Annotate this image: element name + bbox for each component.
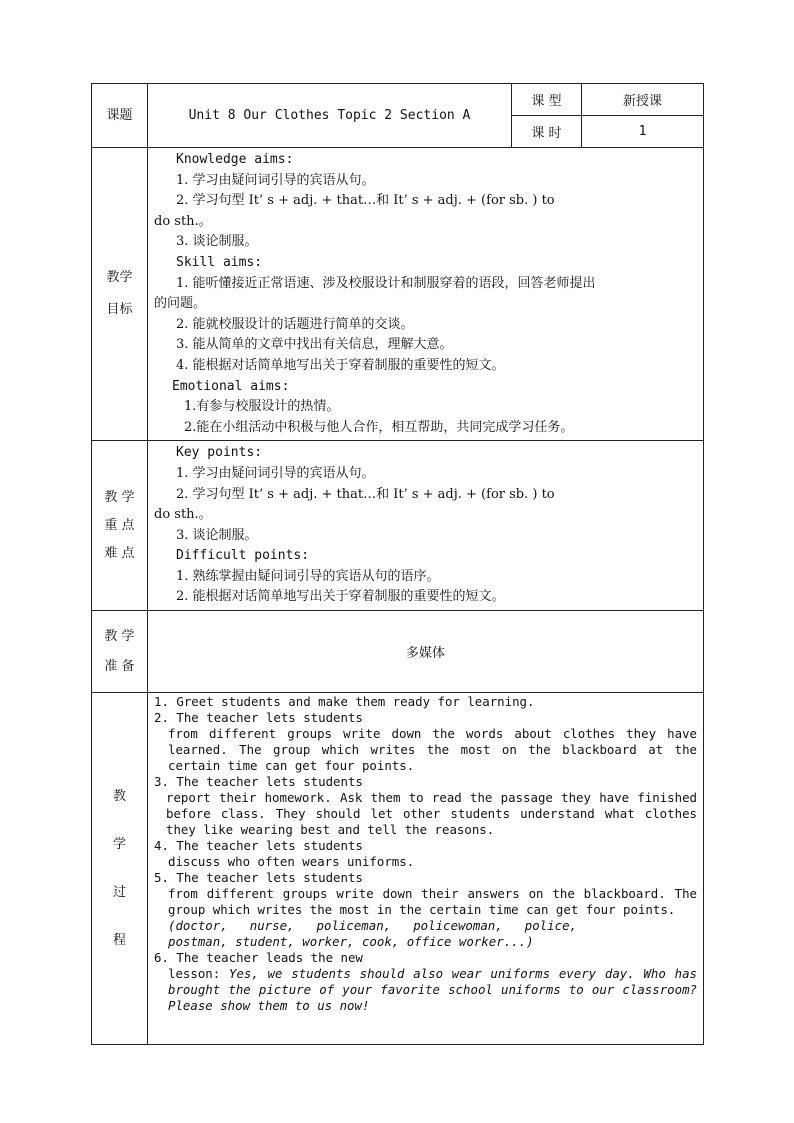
key-points-heading: Difficult points:: [176, 548, 310, 564]
key-points-heading: Key points:: [176, 445, 263, 461]
objectives-line: 2.能在小组活动中积极与他人合作，相互帮助，共同完成学习任务。: [184, 419, 574, 435]
process-label-line: 学: [112, 836, 126, 852]
key-points-line: 1. 学习由疑问词引导的宾语从句。: [176, 465, 375, 481]
objectives-heading: Skill aims:: [176, 254, 263, 270]
key-points-line: 3. 谈论制服。: [176, 527, 258, 543]
process-step: 6. The teacher leads the new: [154, 950, 363, 966]
key-points-line: 1. 熟练掌握由疑问词引导的宾语从句的语序。: [176, 568, 440, 584]
topic-value: Unit 8 Our Clothes Topic 2 Section A: [148, 84, 512, 148]
process-content: [148, 693, 704, 1045]
objectives-heading: Knowledge aims:: [176, 152, 294, 167]
process-step: 3. The teacher lets students: [154, 774, 363, 790]
objectives-line: 3. 谈论制服。: [176, 234, 258, 250]
key-points-label: [92, 441, 148, 611]
period-value: 1: [582, 116, 704, 148]
process-label-line: 过: [112, 884, 126, 900]
objectives-line: 的问题。: [154, 296, 207, 312]
process-label: [92, 693, 148, 1045]
process-step-body: lesson: Yes, we students should also wear uniforms every day. Who has brought the picture of your favorite school uniforms to our classroom? Please show them to us now!: [168, 966, 697, 1014]
process-step-body: discuss who often wears uniforms.: [168, 854, 415, 870]
process-step-body: from different groups write down their answers on the blackboard. The group which writes the most in the certain time can get four points.: [168, 886, 697, 918]
key-points-label-line: 难 点: [104, 545, 135, 561]
key-points-label-line: 教 学: [104, 489, 135, 505]
process-step: 2. The teacher lets students: [154, 710, 363, 726]
objectives-line: 1.有参与校服设计的热情。: [184, 399, 340, 415]
process-step: 4. The teacher lets students: [154, 838, 363, 854]
objectives-line: 2. 学习句型 It’ s + adj. + that…和 It’ s + adj. + (for sb. ) to: [176, 193, 555, 209]
preparation-label-line: 教 学: [104, 628, 135, 644]
process-step: 5. The teacher lets students: [154, 870, 363, 886]
key-points-line: 2. 能根据对话简单地写出关于穿着制服的重要性的短文。: [176, 589, 505, 605]
objectives-content: [148, 148, 704, 441]
key-points-line: 2. 学习句型 It’ s + adj. + that…和 It’ s + adj. + (for sb. ) to: [176, 486, 555, 502]
lesson-plan-table: [91, 83, 704, 1045]
key-points-content: [148, 441, 704, 611]
process-step-body: report their homework. Ask them to read the passage they have finished before class. They should let other students understand what clothes they like wearing best and tell the reasons.: [166, 790, 697, 838]
objectives-label-line: 目标: [106, 302, 133, 318]
lesson-plan-page: [91, 83, 703, 1045]
objectives-line: 3. 能从简单的文章中找出有关信息，理解大意。: [176, 337, 453, 353]
process-label-line: 教: [112, 788, 126, 804]
preparation-label: [92, 611, 148, 693]
preparation-label-line: 准 备: [104, 658, 135, 674]
objectives-line: 4. 能根据对话简单地写出关于穿着制服的重要性的短文。: [176, 357, 505, 373]
objectives-line: 2. 能就校服设计的话题进行简单的交谈。: [176, 316, 414, 332]
lesson-quote: Yes, we students should also wear uniforms every day. Who has brought the picture of your favorite school uniforms to our classroom? Please show them to us now!: [168, 966, 697, 1014]
type-value: 新授课: [582, 84, 704, 116]
objectives-label-line: 教学: [106, 270, 133, 286]
process-label-line: 程: [112, 932, 126, 948]
preparation-value: 多媒体: [148, 611, 704, 693]
process-step: 1. Greet students and make them ready for learning.: [154, 694, 535, 710]
type-label: 课 型: [512, 84, 582, 116]
key-points-line: do sth.。: [154, 507, 212, 523]
key-points-label-line: 重 点: [104, 517, 135, 533]
topic-label: 课题: [92, 84, 148, 148]
period-label: 课 时: [512, 116, 582, 148]
objectives-line: do sth.。: [154, 213, 212, 229]
occupation-list: (doctor, nurse, policeman, policewoman, police, postman, student, worker, cook, office worker...): [168, 918, 577, 950]
objectives-heading: Emotional aims:: [172, 378, 290, 394]
process-step-body: from different groups write down the words about clothes they have learned. The group which writes the most on the blackboard at the certain time can get four points.: [168, 726, 697, 774]
objectives-label: [92, 148, 148, 441]
objectives-line: 1. 能听懂接近正常语速、涉及校服设计和制服穿着的语段，回答老师提出: [176, 275, 596, 291]
objectives-line: 1. 学习由疑问词引导的宾语从句。: [176, 172, 375, 188]
